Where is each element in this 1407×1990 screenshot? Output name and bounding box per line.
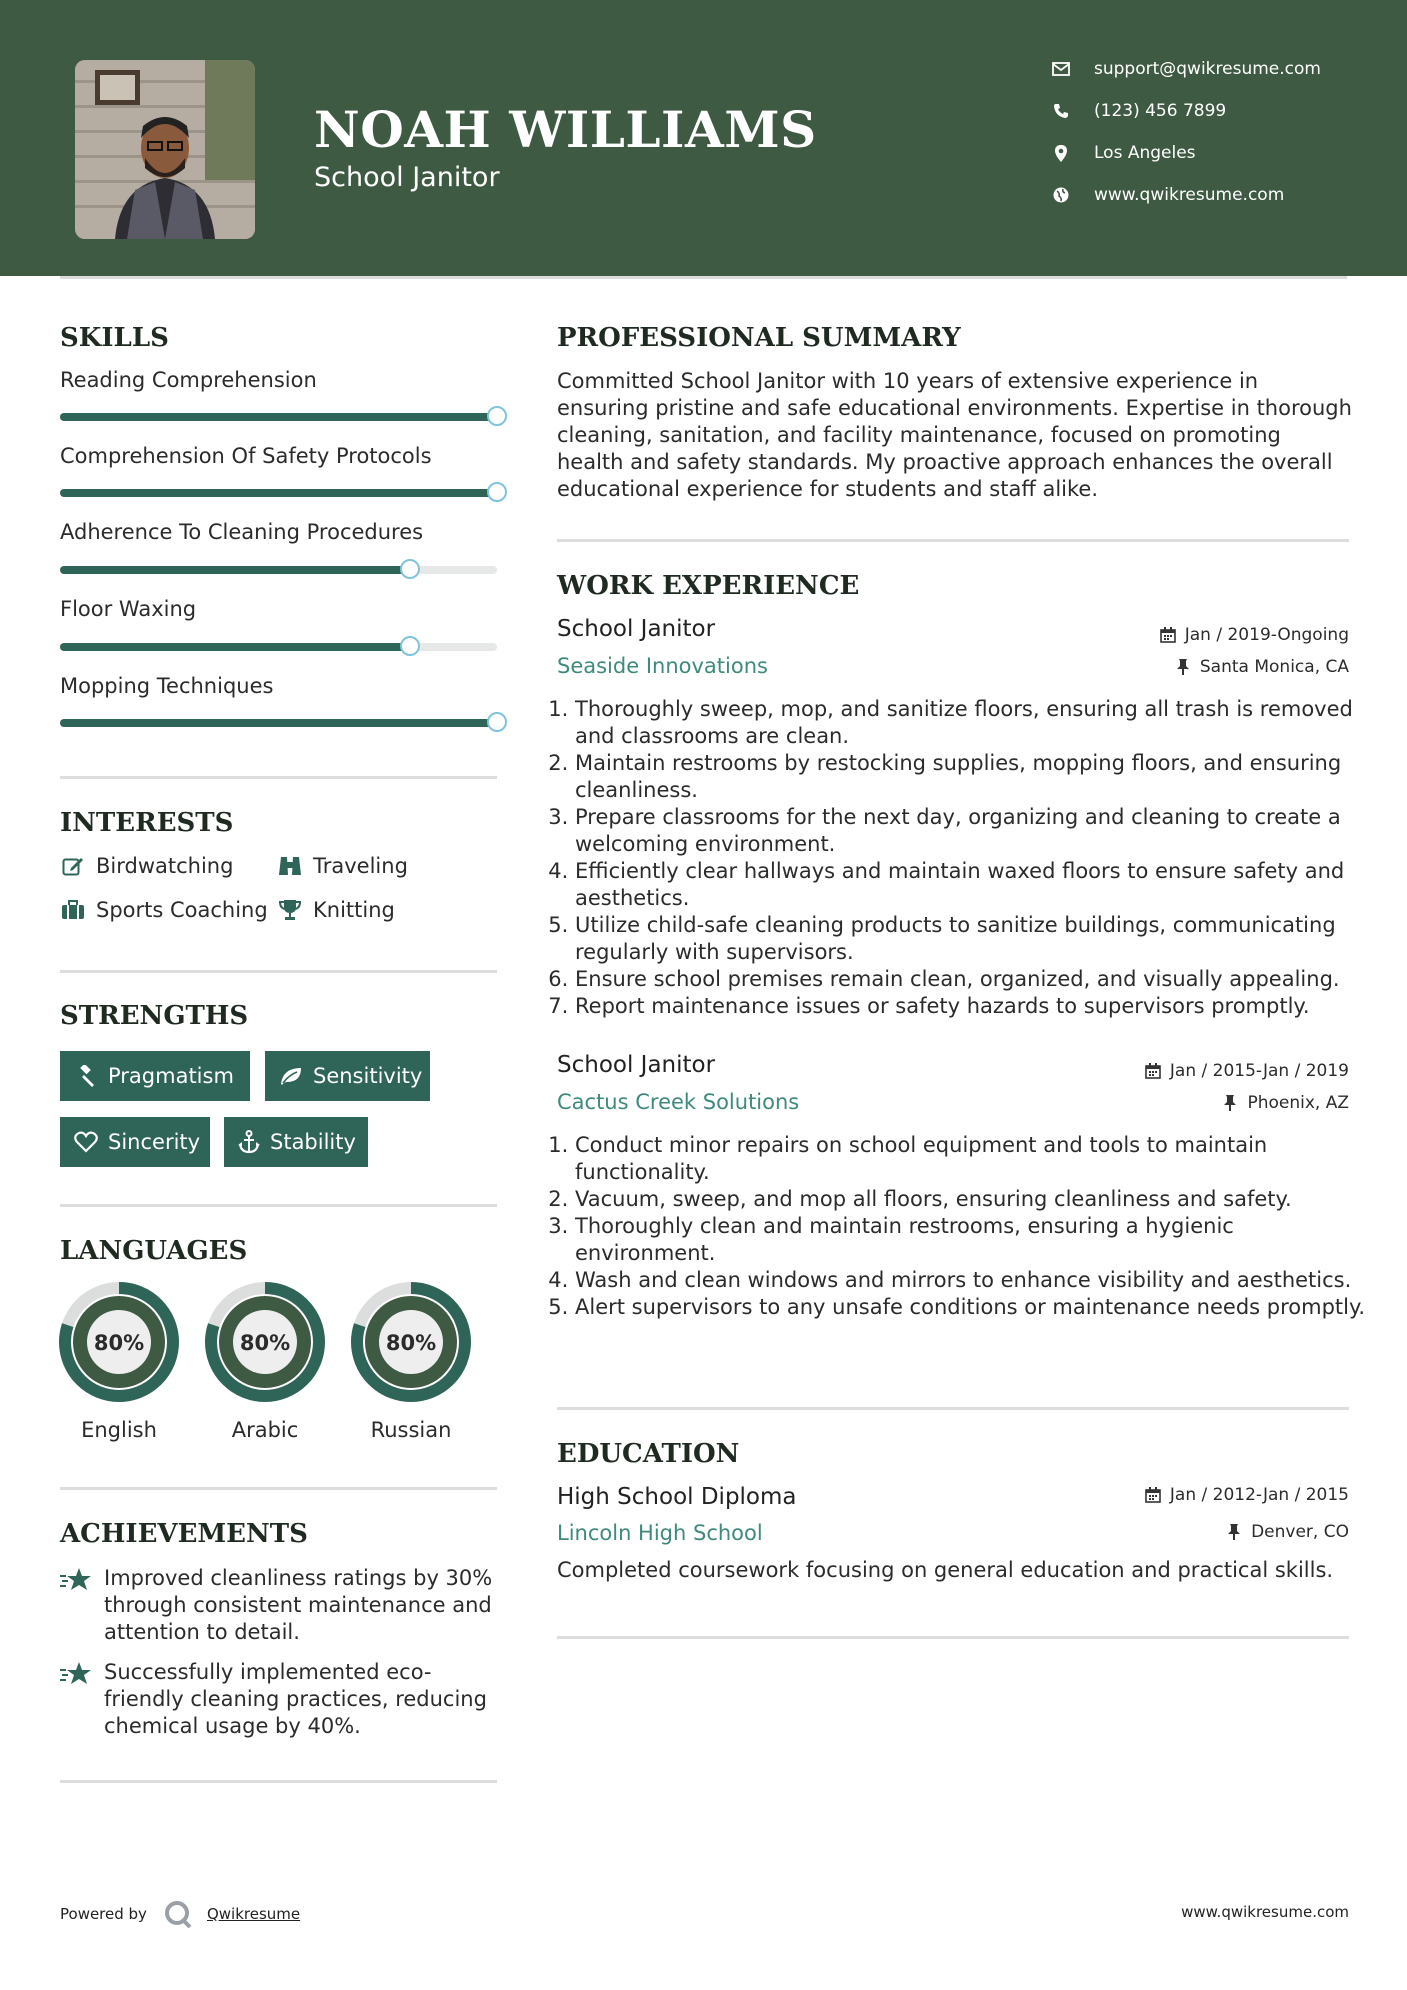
skill-label: Adherence To Cleaning Procedures xyxy=(60,520,424,544)
responsibility-item: 3. Prepare classrooms for the next day, organizing and cleaning to create a welcoming environment. xyxy=(575,804,1375,858)
trophy-icon xyxy=(277,898,303,922)
heart-icon xyxy=(74,1130,98,1154)
phone-icon xyxy=(1050,100,1072,122)
pushpin-icon xyxy=(1174,658,1192,676)
section-divider xyxy=(60,1780,497,1783)
summary-text: Committed School Janitor with 10 years of extensive experience in ensuring pristine and safe educational environments. Expertise in thorough cleaning, sanitation, and facility maintenance, focused on promoting health and safety standards. My proactive approach enhances the overall educational experience for students and staff alike. xyxy=(557,369,1352,501)
envelope-icon xyxy=(1050,58,1072,80)
strength-tag xyxy=(265,1051,430,1101)
contact-location-text: Los Angeles xyxy=(1094,143,1196,163)
language-donut xyxy=(351,1282,471,1402)
responsibility-item: 2. Vacuum, sweep, and mop all floors, ensuring cleanliness and safety. xyxy=(575,1186,1375,1213)
map-marker-icon xyxy=(1050,142,1072,164)
powered-by-text: Powered by xyxy=(60,1905,147,1923)
section-divider xyxy=(60,1487,497,1490)
job-location-text: Santa Monica, CA xyxy=(1199,657,1349,677)
profile-photo xyxy=(75,60,255,239)
calendar-icon xyxy=(1144,1486,1162,1504)
strength-tag xyxy=(60,1051,250,1101)
pencil-square-icon xyxy=(60,854,86,878)
skill-bar-fill xyxy=(60,566,410,574)
job-title: School Janitor xyxy=(557,616,716,642)
job-title: School Janitor xyxy=(557,1052,716,1078)
contact-website-text: www.qwikresume.com xyxy=(1094,185,1285,205)
skill-bar-knob xyxy=(487,482,507,502)
skill-bar-fill xyxy=(60,643,410,651)
interest-label: Birdwatching xyxy=(96,854,234,878)
anchor-icon xyxy=(238,1130,260,1154)
skill-label: Comprehension Of Safety Protocols xyxy=(60,444,432,468)
language-label: Russian xyxy=(370,1418,452,1442)
leaf-icon xyxy=(279,1064,303,1088)
qwikresume-link[interactable]: Qwikresume xyxy=(206,1905,301,1923)
education-heading: EDUCATION xyxy=(557,1439,740,1469)
section-divider xyxy=(60,776,497,779)
star-award-icon xyxy=(60,1659,94,1740)
skill-bar xyxy=(60,643,497,651)
contact-location xyxy=(1050,142,1196,164)
language-percent: 80% xyxy=(385,1331,437,1355)
pushpin-icon xyxy=(1221,1094,1239,1112)
job-responsibilities xyxy=(557,696,1375,1020)
education-description: Completed coursework focusing on general education and practical skills. xyxy=(557,1558,1334,1582)
job-location xyxy=(1174,657,1349,677)
languages-heading: LANGUAGES xyxy=(60,1236,248,1266)
skill-bar xyxy=(60,489,497,497)
interest-label: Knitting xyxy=(313,898,395,922)
responsibility-item: 1. Thoroughly sweep, mop, and sanitize floors, ensuring all trash is removed and classrooms are clean. xyxy=(575,696,1375,750)
responsibility-item: 4. Wash and clean windows and mirrors to enhance visibility and aesthetics. xyxy=(575,1267,1375,1294)
section-divider xyxy=(557,539,1349,542)
responsibility-item: 4. Efficiently clear hallways and maintain waxed floors to ensure safety and aesthetics. xyxy=(575,858,1375,912)
skill-bar-knob xyxy=(400,559,420,579)
candidate-title: School Janitor xyxy=(314,162,500,193)
responsibility-item: 5. Utilize child-safe cleaning products to sanitize buildings, communicating regularly with supervisors. xyxy=(575,912,1375,966)
language-percent: 80% xyxy=(239,1331,291,1355)
interest-item xyxy=(277,854,408,878)
achievement-text: Successfully implemented eco-friendly cleaning practices, reducing chemical usage by 40%. xyxy=(104,1660,487,1738)
achievement-text: Improved cleanliness ratings by 30% through consistent maintenance and attention to detail. xyxy=(104,1566,493,1644)
skill-label: Floor Waxing xyxy=(60,597,197,621)
star-award-icon xyxy=(60,1565,94,1646)
section-divider xyxy=(60,1204,497,1207)
job-dates-text: Jan / 2015-Jan / 2019 xyxy=(1169,1061,1349,1081)
skill-bar xyxy=(60,719,497,727)
section-divider xyxy=(60,970,497,973)
strength-tag xyxy=(60,1117,210,1167)
language-donut xyxy=(205,1282,325,1402)
section-divider xyxy=(557,1636,1349,1639)
experience-heading: WORK EXPERIENCE xyxy=(557,571,860,601)
education-location xyxy=(1225,1522,1349,1542)
interest-label: Traveling xyxy=(313,854,408,878)
achievement-item xyxy=(60,1565,500,1646)
calendar-icon xyxy=(1159,626,1177,644)
skill-label: Reading Comprehension xyxy=(60,368,317,392)
gavel-icon xyxy=(74,1064,98,1088)
footer-url[interactable]: www.qwikresume.com xyxy=(1181,1903,1349,1921)
skill-bar xyxy=(60,413,497,421)
skill-bar-fill xyxy=(60,719,497,727)
strength-label: Stability xyxy=(270,1130,356,1154)
interests-heading: INTERESTS xyxy=(60,808,234,838)
language-item xyxy=(205,1282,325,1442)
strength-label: Sincerity xyxy=(108,1130,201,1154)
school-name: Lincoln High School xyxy=(557,1521,763,1545)
education-location-text: Denver, CO xyxy=(1251,1522,1349,1542)
responsibility-item: 5. Alert supervisors to any unsafe conditions or maintenance needs promptly. xyxy=(575,1294,1375,1321)
contact-email[interactable] xyxy=(1050,58,1321,80)
skill-bar-knob xyxy=(487,712,507,732)
job-dates-text: Jan / 2019-Ongoing xyxy=(1184,625,1349,645)
achievement-item xyxy=(60,1659,500,1740)
company-name: Seaside Innovations xyxy=(557,654,768,678)
interest-item xyxy=(60,898,268,922)
job-location-text: Phoenix, AZ xyxy=(1247,1093,1349,1113)
skill-bar-knob xyxy=(487,406,507,426)
skill-bar-fill xyxy=(60,413,497,421)
strength-label: Pragmatism xyxy=(108,1064,234,1088)
header-divider xyxy=(60,276,1347,279)
responsibility-item: 2. Maintain restrooms by restocking supplies, mopping floors, and ensuring cleanliness. xyxy=(575,750,1375,804)
strength-label: Sensitivity xyxy=(313,1064,423,1088)
language-donut xyxy=(59,1282,179,1402)
summary-heading: PROFESSIONAL SUMMARY xyxy=(557,323,961,353)
skill-label: Mopping Techniques xyxy=(60,674,274,698)
skill-bar-fill xyxy=(60,489,497,497)
job-responsibilities xyxy=(557,1132,1375,1321)
education-dates xyxy=(1144,1485,1349,1505)
job-dates xyxy=(1159,625,1349,645)
company-name: Cactus Creek Solutions xyxy=(557,1090,800,1114)
pushpin-icon xyxy=(1225,1523,1243,1541)
contact-website[interactable] xyxy=(1050,184,1284,206)
job-dates xyxy=(1144,1061,1349,1081)
interest-item xyxy=(60,854,233,878)
responsibility-item: 1. Conduct minor repairs on school equipment and tools to maintain functionality. xyxy=(575,1132,1375,1186)
skill-bar-knob xyxy=(400,636,420,656)
skill-bar xyxy=(60,566,497,574)
language-percent: 80% xyxy=(93,1331,145,1355)
contact-phone[interactable] xyxy=(1050,100,1226,122)
responsibility-item: 7. Report maintenance issues or safety hazards to supervisors promptly. xyxy=(575,993,1375,1020)
qwikresume-logo-icon xyxy=(163,1899,193,1929)
language-label: English xyxy=(81,1418,157,1442)
language-item xyxy=(351,1282,471,1442)
responsibility-item: 6. Ensure school premises remain clean, organized, and visually appealing. xyxy=(575,966,1375,993)
education-dates-text: Jan / 2012-Jan / 2015 xyxy=(1169,1485,1349,1505)
binoculars-icon xyxy=(277,854,303,878)
contact-phone-text: (123) 456 7899 xyxy=(1094,101,1227,121)
achievements-heading: ACHIEVEMENTS xyxy=(60,1519,308,1549)
language-item xyxy=(59,1282,179,1442)
globe-icon xyxy=(1050,184,1072,206)
briefcase-icon xyxy=(60,898,86,922)
job-location xyxy=(1221,1093,1349,1113)
degree-title: High School Diploma xyxy=(557,1484,797,1510)
candidate-name: NOAH WILLIAMS xyxy=(314,100,817,159)
strength-tag xyxy=(224,1117,368,1167)
interest-item xyxy=(277,898,395,922)
responsibility-item: 3. Thoroughly clean and maintain restrooms, ensuring a hygienic environment. xyxy=(575,1213,1375,1267)
interest-label: Sports Coaching xyxy=(96,898,268,922)
footer-powered-by xyxy=(60,1899,300,1929)
skills-heading: SKILLS xyxy=(60,323,169,353)
language-label: Arabic xyxy=(231,1418,299,1442)
strengths-heading: STRENGTHS xyxy=(60,1001,249,1031)
calendar-icon xyxy=(1144,1062,1162,1080)
section-divider xyxy=(557,1407,1349,1410)
contact-email-text: support@qwikresume.com xyxy=(1094,59,1321,79)
